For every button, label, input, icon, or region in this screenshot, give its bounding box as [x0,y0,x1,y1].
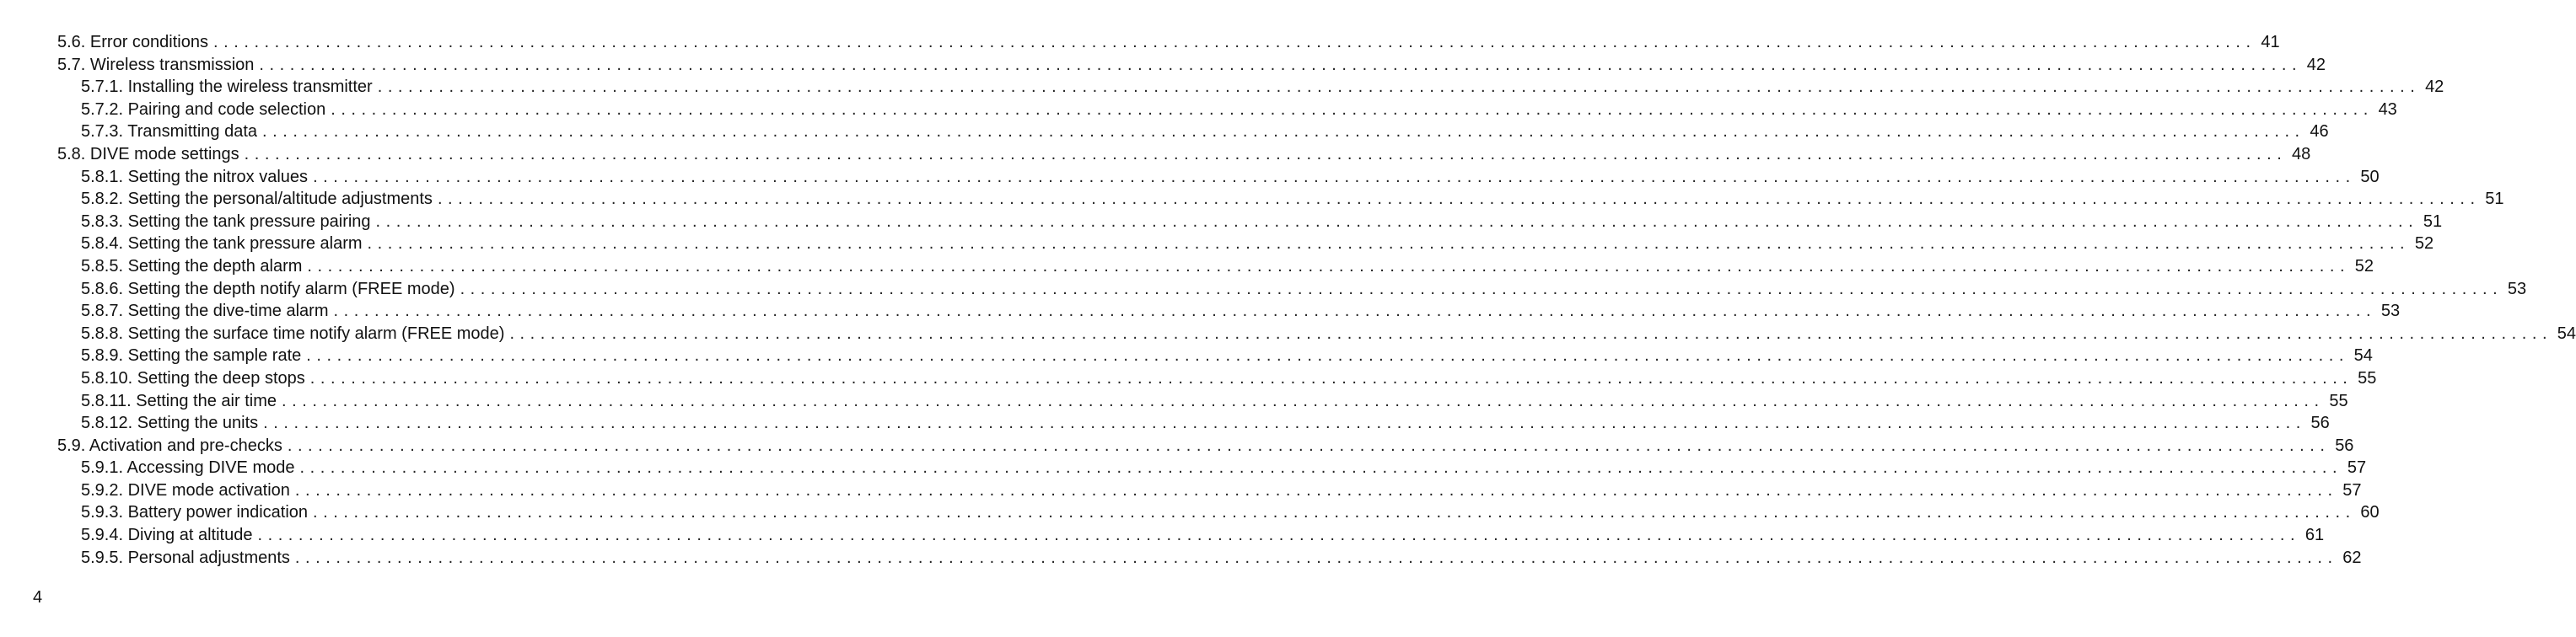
toc-entry[interactable] [0,211,2443,233]
toc-entry-row [81,524,2325,547]
toc-entry-row [81,547,2362,570]
toc-entry-title: 5.7.1. Installing the wireless transmitter [81,78,373,97]
toc-dot-leader: . . . . . . . . . . . . . . . . . . . . . . . . . . . . . . . . . . . . . . . . . . . . . . . . . . . . . . . . . . . . . . . . . . . . . . . . . . . . . . . . . . . . . . . . . . . . . . . . . . . . . . . . . . . . . . . . . . . . . . . . . . . . . . . . . . . . . . . . . . . . . . . . . . . . . . . . . . . . . . . . . . . . . . . . . . . . . . . . . . . . . . . . . . . . . . . . . . . . . . . . [460,279,2498,298]
toc-entry-title: 5.9.4. Diving at altitude [81,526,253,545]
toc-dot-leader: . . . . . . . . . . . . . . . . . . . . . . . . . . . . . . . . . . . . . . . . . . . . . . . . . . . . . . . . . . . . . . . . . . . . . . . . . . . . . . . . . . . . . . . . . . . . . . . . . . . . . . . . . . . . . . . . . . . . . . . . . . . . . . . . . . . . . . . . . . . . . . . . . . . . . . . . . . . . . . . . . . . . . . . . . . . . . . . . . . . . . . . . . . . . . . . . . . . . . . . . [309,368,2348,388]
toc-entry-row [57,31,2280,54]
toc-entry-title: 5.8.9. Setting the sample rate [81,346,302,366]
toc-entry-page: 62 [2342,548,2362,567]
toc-entry-row [81,479,2362,502]
toc-entry[interactable] [0,120,2329,143]
toc-dot-leader: . . . . . . . . . . . . . . . . . . . . . . . . . . . . . . . . . . . . . . . . . . . . . . . . . . . . . . . . . . . . . . . . . . . . . . . . . . . . . . . . . . . . . . . . . . . . . . . . . . . . . . . . . . . . . . . . . . . . . . . . . . . . . . . . . . . . . . . . . . . . . . . . . . . . . . . . . . . . . . . . . . . . . . . . . . . . . . . . . . . . . . . . . . . . . . . . . . . . . . . . [313,167,2351,186]
toc-entry-page: 43 [2378,99,2397,119]
toc-dot-leader: . . . . . . . . . . . . . . . . . . . . . . . . . . . . . . . . . . . . . . . . . . . . . . . . . . . . . . . . . . . . . . . . . . . . . . . . . . . . . . . . . . . . . . . . . . . . . . . . . . . . . . . . . . . . . . . . . . . . . . . . . . . . . . . . . . . . . . . . . . . . . . . . . . . . . . . . . . . . . . . . . . . . . . . . . . . . . . . . . . . . . . . . . . . . . . . . . . . . . . . . [263,414,2301,433]
toc-dot-leader: . . . . . . . . . . . . . . . . . . . . . . . . . . . . . . . . . . . . . . . . . . . . . . . . . . . . . . . . . . . . . . . . . . . . . . . . . . . . . . . . . . . . . . . . . . . . . . . . . . . . . . . . . . . . . . . . . . . . . . . . . . . . . . . . . . . . . . . . . . . . . . . . . . . . . . . . . . . . . . . . . . . . . . . . . . . . . . . . . . . . . . . . . . . . . . . . . . . . . . . . [257,526,2296,545]
toc-dot-leader: . . . . . . . . . . . . . . . . . . . . . . . . . . . . . . . . . . . . . . . . . . . . . . . . . . . . . . . . . . . . . . . . . . . . . . . . . . . . . . . . . . . . . . . . . . . . . . . . . . . . . . . . . . . . . . . . . . . . . . . . . . . . . . . . . . . . . . . . . . . . . . . . . . . . . . . . . . . . . . . . . . . . . . . . . . . . . . . . . . . . . . . . . . . . . . . . . . . . . . . . [294,480,2333,500]
toc-entry-page: 61 [2304,526,2325,545]
toc-entry[interactable] [0,435,2354,458]
toc-entry-page: 57 [2342,480,2362,500]
toc-entry-row [81,188,2504,211]
toc-entry[interactable] [0,233,2434,255]
toc-entry[interactable] [0,345,2373,367]
toc-dot-leader: . . . . . . . . . . . . . . . . . . . . . . . . . . . . . . . . . . . . . . . . . . . . . . . . . . . . . . . . . . . . . . . . . . . . . . . . . . . . . . . . . . . . . . . . . . . . . . . . . . . . . . . . . . . . . . . . . . . . . . . . . . . . . . . . . . . . . . . . . . . . . . . . . . . . . . . . . . . . . . . . . . . . . . . . . . . . . . . . . . . . . . . . . . . . . . . . . . . . . . . . [244,144,2283,163]
toc-dot-leader: . . . . . . . . . . . . . . . . . . . . . . . . . . . . . . . . . . . . . . . . . . . . . . . . . . . . . . . . . . . . . . . . . . . . . . . . . . . . . . . . . . . . . . . . . . . . . . . . . . . . . . . . . . . . . . . . . . . . . . . . . . . . . . . . . . . . . . . . . . . . . . . . . . . . . . . . . . . . . . . . . . . . . . . . . . . . . . . . . . . . . . . . . . . . . . . . . . . . . . . . [287,436,2326,455]
toc-entry-row [81,211,2443,233]
toc-dot-leader: . . . . . . . . . . . . . . . . . . . . . . . . . . . . . . . . . . . . . . . . . . . . . . . . . . . . . . . . . . . . . . . . . . . . . . . . . . . . . . . . . . . . . . . . . . . . . . . . . . . . . . . . . . . . . . . . . . . . . . . . . . . . . . . . . . . . . . . . . . . . . . . . . . . . . . . . . . . . . . . . . . . . . . . . . . . . . . . . . . . . . . . . . . . . . . . . . . . . . . . . [333,302,2372,321]
toc-dot-leader: . . . . . . . . . . . . . . . . . . . . . . . . . . . . . . . . . . . . . . . . . . . . . . . . . . . . . . . . . . . . . . . . . . . . . . . . . . . . . . . . . . . . . . . . . . . . . . . . . . . . . . . . . . . . . . . . . . . . . . . . . . . . . . . . . . . . . . . . . . . . . . . . . . . . . . . . . . . . . . . . . . . . . . . . . . . . . . . . . . . . . . . . . . . . . . . . . . . . . . . . [306,346,2344,366]
toc-entry-title: 5.7. Wireless transmission [57,55,255,74]
toc-entry-page: 51 [2423,211,2443,231]
toc-dot-leader: . . . . . . . . . . . . . . . . . . . . . . . . . . . . . . . . . . . . . . . . . . . . . . . . . . . . . . . . . . . . . . . . . . . . . . . . . . . . . . . . . . . . . . . . . . . . . . . . . . . . . . . . . . . . . . . . . . . . . . . . . . . . . . . . . . . . . . . . . . . . . . . . . . . . . . . . . . . . . . . . . . . . . . . . . . . . . . . . . . . . . . . . . . . . . . . . . . . . . . . . [437,190,2476,209]
toc-dot-leader: . . . . . . . . . . . . . . . . . . . . . . . . . . . . . . . . . . . . . . . . . . . . . . . . . . . . . . . . . . . . . . . . . . . . . . . . . . . . . . . . . . . . . . . . . . . . . . . . . . . . . . . . . . . . . . . . . . . . . . . . . . . . . . . . . . . . . . . . . . . . . . . . . . . . . . . . . . . . . . . . . . . . . . . . . . . . . . . . . . . . . . . . . . . . . . . . . . . . . . . . [259,55,2298,74]
toc-entry[interactable] [0,143,2311,166]
table-of-contents [0,31,2576,569]
toc-entry-row [81,99,2397,121]
toc-entry-page: 54 [2557,324,2576,343]
toc-dot-leader: . . . . . . . . . . . . . . . . . . . . . . . . . . . . . . . . . . . . . . . . . . . . . . . . . . . . . . . . . . . . . . . . . . . . . . . . . . . . . . . . . . . . . . . . . . . . . . . . . . . . . . . . . . . . . . . . . . . . . . . . . . . . . . . . . . . . . . . . . . . . . . . . . . . . . . . . . . . . . . . . . . . . . . . . . . . . . . . . . . . . . . . . . . . . . . . . . . . . . . . . [299,458,2338,478]
toc-dot-leader: . . . . . . . . . . . . . . . . . . . . . . . . . . . . . . . . . . . . . . . . . . . . . . . . . . . . . . . . . . . . . . . . . . . . . . . . . . . . . . . . . . . . . . . . . . . . . . . . . . . . . . . . . . . . . . . . . . . . . . . . . . . . . . . . . . . . . . . . . . . . . . . . . . . . . . . . . . . . . . . . . . . . . . . . . . . . . . . . . . . . . . . . . . . . . . . . . . . . . . . . [509,324,2548,343]
toc-entry-row [81,501,2380,524]
toc-entry-row [81,120,2329,143]
toc-dot-leader: . . . . . . . . . . . . . . . . . . . . . . . . . . . . . . . . . . . . . . . . . . . . . . . . . . . . . . . . . . . . . . . . . . . . . . . . . . . . . . . . . . . . . . . . . . . . . . . . . . . . . . . . . . . . . . . . . . . . . . . . . . . . . . . . . . . . . . . . . . . . . . . . . . . . . . . . . . . . . . . . . . . . . . . . . . . . . . . . . . . . . . . . . . . . . . . . . . . . . . . . [375,211,2414,231]
toc-entry[interactable] [0,99,2397,121]
toc-entry[interactable] [0,390,2348,413]
toc-dot-leader: . . . . . . . . . . . . . . . . . . . . . . . . . . . . . . . . . . . . . . . . . . . . . . . . . . . . . . . . . . . . . . . . . . . . . . . . . . . . . . . . . . . . . . . . . . . . . . . . . . . . . . . . . . . . . . . . . . . . . . . . . . . . . . . . . . . . . . . . . . . . . . . . . . . . . . . . . . . . . . . . . . . . . . . . . . . . . . . . . . . . . . . . . . . . . . . . . . . . . . . . [307,256,2346,276]
toc-entry-row [81,300,2401,323]
toc-entry-page: 41 [2261,33,2280,51]
toc-entry-page: 46 [2310,122,2329,142]
toc-entry-row [81,323,2576,345]
toc-entry-page: 42 [2425,78,2444,97]
toc-entry-page: 53 [2507,279,2527,298]
toc-dot-leader: . . . . . . . . . . . . . . . . . . . . . . . . . . . . . . . . . . . . . . . . . . . . . . . . . . . . . . . . . . . . . . . . . . . . . . . . . . . . . . . . . . . . . . . . . . . . . . . . . . . . . . . . . . . . . . . . . . . . . . . . . . . . . . . . . . . . . . . . . . . . . . . . . . . . . . . . . . . . . . . . . . . . . . . . . . . . . . . . . . . . . . . . . . . . . . . . . . . . . . . . [212,33,2251,51]
toc-entry-title: 5.8.5. Setting the depth alarm [81,256,303,276]
toc-entry-title: 5.8.3. Setting the tank pressure pairing [81,211,371,231]
toc-entry[interactable] [0,547,2362,570]
toc-entry-row [81,367,2377,390]
toc-entry-title: 5.9. Activation and pre-checks [57,436,282,455]
toc-entry-page: 48 [2292,144,2311,163]
toc-entry-page: 56 [2310,414,2330,433]
toc-dot-leader: . . . . . . . . . . . . . . . . . . . . . . . . . . . . . . . . . . . . . . . . . . . . . . . . . . . . . . . . . . . . . . . . . . . . . . . . . . . . . . . . . . . . . . . . . . . . . . . . . . . . . . . . . . . . . . . . . . . . . . . . . . . . . . . . . . . . . . . . . . . . . . . . . . . . . . . . . . . . . . . . . . . . . . . . . . . . . . . . . . . . . . . . . . . . . . . . . . . . . . . . [367,234,2406,254]
toc-entry-title: 5.7.3. Transmitting data [81,122,258,142]
toc-entry[interactable] [0,300,2401,323]
toc-entry-row [81,345,2373,367]
toc-entry[interactable] [0,31,2280,54]
toc-entry-page: 54 [2353,346,2373,366]
toc-dot-leader: . . . . . . . . . . . . . . . . . . . . . . . . . . . . . . . . . . . . . . . . . . . . . . . . . . . . . . . . . . . . . . . . . . . . . . . . . . . . . . . . . . . . . . . . . . . . . . . . . . . . . . . . . . . . . . . . . . . . . . . . . . . . . . . . . . . . . . . . . . . . . . . . . . . . . . . . . . . . . . . . . . . . . . . . . . . . . . . . . . . . . . . . . . . . . . . . . . . . . . . . [377,78,2416,97]
toc-entry-row [81,278,2527,301]
page-number: 4 [33,588,43,607]
toc-entry-title: 5.6. Error conditions [57,33,208,51]
toc-entry[interactable] [0,278,2527,301]
toc-entry-title: 5.9.1. Accessing DIVE mode [81,458,295,478]
toc-entry-title: 5.8.1. Setting the nitrox values [81,167,309,186]
toc-dot-leader: . . . . . . . . . . . . . . . . . . . . . . . . . . . . . . . . . . . . . . . . . . . . . . . . . . . . . . . . . . . . . . . . . . . . . . . . . . . . . . . . . . . . . . . . . . . . . . . . . . . . . . . . . . . . . . . . . . . . . . . . . . . . . . . . . . . . . . . . . . . . . . . . . . . . . . . . . . . . . . . . . . . . . . . . . . . . . . . . . . . . . . . . . . . . . . . . . . . . . . . . [262,122,2300,142]
toc-entry-page: 50 [2360,167,2380,186]
toc-entry-page: 57 [2347,458,2367,478]
toc-entry-row [81,166,2380,189]
toc-entry[interactable] [0,524,2325,547]
toc-entry-page: 60 [2360,503,2380,522]
toc-entry-row [57,435,2354,458]
toc-entry[interactable] [0,367,2377,390]
toc-entry-title: 5.8.6. Setting the depth notify alarm (FREE mode) [81,279,455,298]
toc-entry-row [81,255,2374,278]
toc-entry-title: 5.8.8. Setting the surface time notify alarm (FREE mode) [81,324,505,343]
toc-entry-title: 5.9.5. Personal adjustments [81,548,290,567]
toc-entry-page: 55 [2329,391,2348,410]
toc-entry-title: 5.9.3. Battery power indication [81,503,309,522]
toc-entry[interactable] [0,255,2374,278]
toc-entry[interactable] [0,323,2576,345]
toc-entry[interactable] [0,479,2362,502]
toc-dot-leader: . . . . . . . . . . . . . . . . . . . . . . . . . . . . . . . . . . . . . . . . . . . . . . . . . . . . . . . . . . . . . . . . . . . . . . . . . . . . . . . . . . . . . . . . . . . . . . . . . . . . . . . . . . . . . . . . . . . . . . . . . . . . . . . . . . . . . . . . . . . . . . . . . . . . . . . . . . . . . . . . . . . . . . . . . . . . . . . . . . . . . . . . . . . . . . . . . . . . . . . . [294,548,2333,567]
toc-dot-leader: . . . . . . . . . . . . . . . . . . . . . . . . . . . . . . . . . . . . . . . . . . . . . . . . . . . . . . . . . . . . . . . . . . . . . . . . . . . . . . . . . . . . . . . . . . . . . . . . . . . . . . . . . . . . . . . . . . . . . . . . . . . . . . . . . . . . . . . . . . . . . . . . . . . . . . . . . . . . . . . . . . . . . . . . . . . . . . . . . . . . . . . . . . . . . . . . . . . . . . . . [331,99,2369,119]
toc-entry-title: 5.8.4. Setting the tank pressure alarm [81,234,363,254]
toc-entry-page: 53 [2380,302,2401,321]
toc-entry-title: 5.7.2. Pairing and code selection [81,99,326,119]
toc-entry-row [81,412,2330,435]
toc-entry-title: 5.8.12. Setting the units [81,414,259,433]
toc-entry-title: 5.8. DIVE mode settings [57,144,239,163]
toc-entry-title: 5.8.7. Setting the dive-time alarm [81,302,329,321]
toc-entry-title: 5.8.10. Setting the deep stops [81,368,305,388]
toc-entry[interactable] [0,188,2504,211]
toc-entry[interactable] [0,412,2330,435]
toc-entry-row [81,76,2444,99]
toc-entry-page: 42 [2306,55,2326,74]
toc-entry-page: 56 [2335,436,2354,455]
toc-entry[interactable] [0,166,2380,189]
toc-entry-page: 52 [2414,234,2434,254]
toc-entry[interactable] [0,501,2380,524]
toc-entry-title: 5.9.2. DIVE mode activation [81,480,290,500]
toc-entry[interactable] [0,54,2326,77]
toc-entry-row [57,54,2326,77]
toc-entry-title: 5.8.11. Setting the air time [81,391,277,410]
toc-entry-page: 52 [2354,256,2374,276]
toc-entry-row [57,143,2311,166]
toc-entry-page: 51 [2485,190,2504,209]
toc-entry-row [81,233,2434,255]
toc-entry[interactable] [0,457,2367,479]
toc-entry-row [81,457,2367,479]
toc-dot-leader: . . . . . . . . . . . . . . . . . . . . . . . . . . . . . . . . . . . . . . . . . . . . . . . . . . . . . . . . . . . . . . . . . . . . . . . . . . . . . . . . . . . . . . . . . . . . . . . . . . . . . . . . . . . . . . . . . . . . . . . . . . . . . . . . . . . . . . . . . . . . . . . . . . . . . . . . . . . . . . . . . . . . . . . . . . . . . . . . . . . . . . . . . . . . . . . . . . . . . . . . [281,391,2320,410]
toc-entry-page: 55 [2358,368,2377,388]
toc-dot-leader: . . . . . . . . . . . . . . . . . . . . . . . . . . . . . . . . . . . . . . . . . . . . . . . . . . . . . . . . . . . . . . . . . . . . . . . . . . . . . . . . . . . . . . . . . . . . . . . . . . . . . . . . . . . . . . . . . . . . . . . . . . . . . . . . . . . . . . . . . . . . . . . . . . . . . . . . . . . . . . . . . . . . . . . . . . . . . . . . . . . . . . . . . . . . . . . . . . . . . . . . [313,503,2351,522]
toc-entry-row [81,390,2348,413]
toc-entry-title: 5.8.2. Setting the personal/altitude adjustments [81,190,433,209]
toc-entry[interactable] [0,76,2444,99]
